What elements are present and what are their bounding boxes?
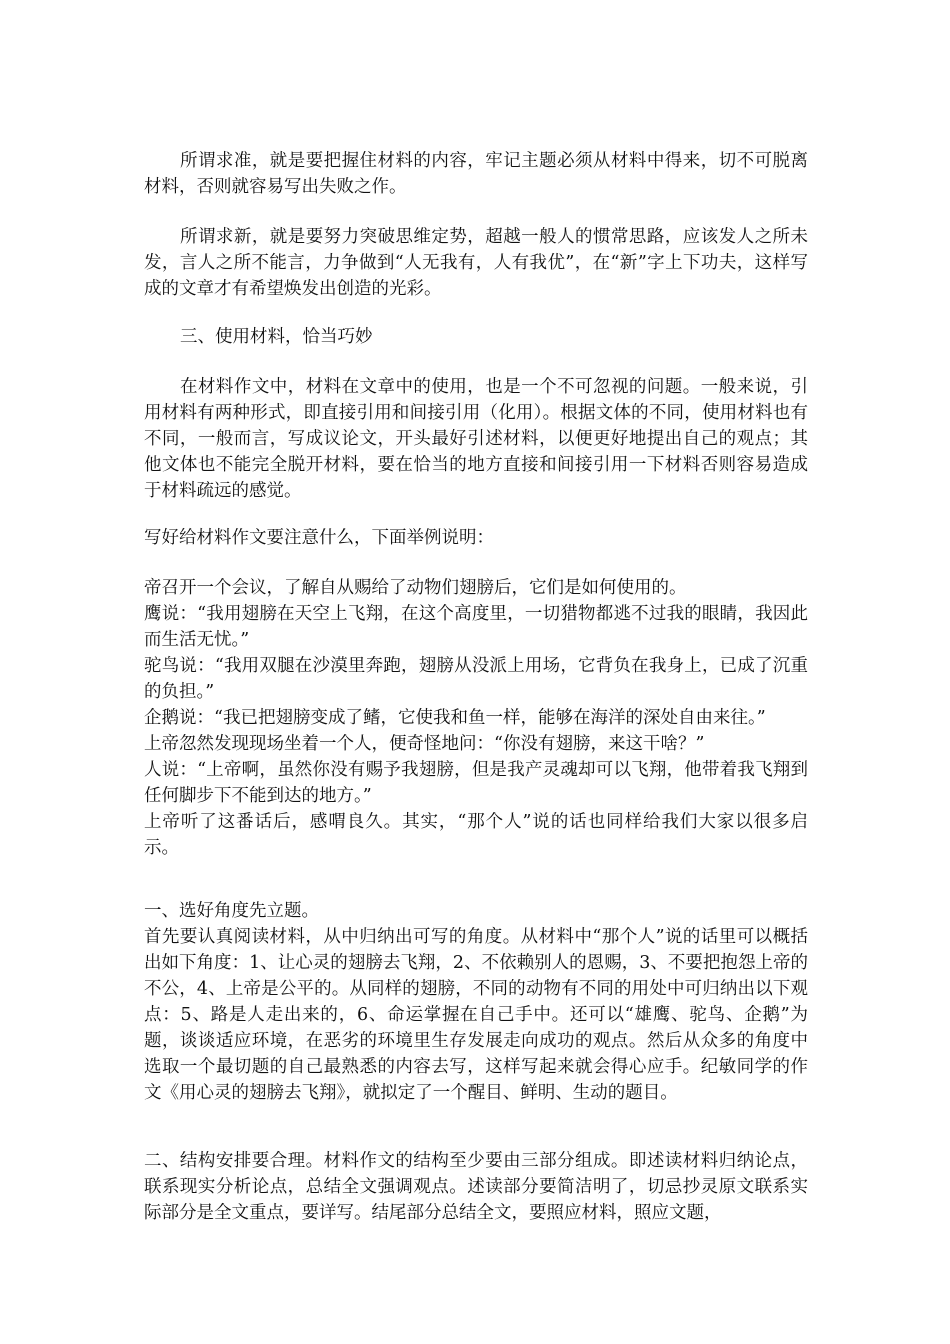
section-two: 二、结构安排要合理。材料作文的结构至少要由三部分组成。即述读材料归纳论点，联系现实分析论点，总结全文强调观点。述读部分要简洁明了，切忌抄灵原文联系实际部分是全文重点，要详写。结尾部分总结全文，要照应材料，照应文题， xyxy=(144,1151,808,1223)
paragraph-use-material: 在材料作文中，材料在文章中的使用，也是一个不可忽视的问题。一般来说，引用材料有两种形式，即直接引用和间接引用（化用）。根据文体的不同，使用材料也有不同，一般而言，写成议论文，开头最好引述材料，以便更好地提出自己的观点；其他文体也不能完全脱开材料，要在恰当的地方直接和间接引用一下材料否则容易造成于材料疏远的感觉。 xyxy=(144,377,808,501)
story-line: 鹰说：“我用翅膀在天空上飞翔，在这个高度里，一切猎物都逃不过我的眼睛，我因此而生活无忧。” xyxy=(144,604,808,650)
story-line: 企鹅说：“我已把翅膀变成了鳍，它使我和鱼一样，能够在海洋的深处自由来往。” xyxy=(144,708,766,728)
story-block xyxy=(144,575,808,861)
paragraph-qiuzhun: 所谓求准，就是要把握住材料的内容，牢记主题必须从材料中得来，切不可脱离材料，否则就容易写出失败之作。 xyxy=(144,151,808,197)
story-line: 人说：“上帝啊，虽然你没有赐予我翅膀，但是我产灵魂却可以飞翔，他带着我飞翔到任何脚步下不能到达的地方。” xyxy=(144,760,808,806)
section-one xyxy=(144,898,808,1106)
story-line: 上帝听了这番话后，感喟良久。其实，“那个人”说的话也同样给我们大家以很多启示。 xyxy=(144,812,808,858)
example-intro: 写好给材料作文要注意什么，下面举例说明： xyxy=(144,528,494,548)
section-one-title: 一、选好角度先立题。 xyxy=(144,901,319,921)
story-line: 帝召开一个会议，了解自从赐给了动物们翅膀后，它们是如何使用的。 xyxy=(144,578,687,598)
section-heading-three: 三、使用材料，恰当巧妙 xyxy=(180,327,373,347)
story-line: 上帝忽然发现现场坐着一个人，便奇怪地问：“你没有翅膀，来这干啥？” xyxy=(144,734,705,754)
paragraph-qiuxin: 所谓求新，就是要努力突破思维定势，超越一般人的惯常思路，应该发人之所未发，言人之所不能言，力争做到“人无我有，人有我优”，在“新”字上下功夫，这样写成的文章才有希望焕发出创造的光彩。 xyxy=(144,227,808,299)
story-line: 驼鸟说：“我用双腿在沙漠里奔跑，翅膀从没派上用场，它背负在我身上，已成了沉重的负担。” xyxy=(144,656,808,702)
section-one-body: 首先要认真阅读材料，从中归纳出可写的角度。从材料中“那个人”说的话里可以概括出如下角度：1、让心灵的翅膀去飞翔，2、不依赖别人的恩赐，3、不要把抱怨上帝的不公，4、上帝是公平的。从同样的翅膀，不同的动物有不同的用处中可归纳出以下观点：5、路是人走出来的，6、命运掌握在自己手中。还可以“雄鹰、驼鸟、企鹅”为题，谈谈适应环境，在恶劣的环境里生存发展走向成功的观点。然后从众多的角度中选取一个最切题的自己最熟悉的内容去写，这样写起来就会得心应手。纪敏同学的作文《用心灵的翅膀去飞翔》，就拟定了一个醒目、鲜明、生动的题目。 xyxy=(144,927,808,1103)
